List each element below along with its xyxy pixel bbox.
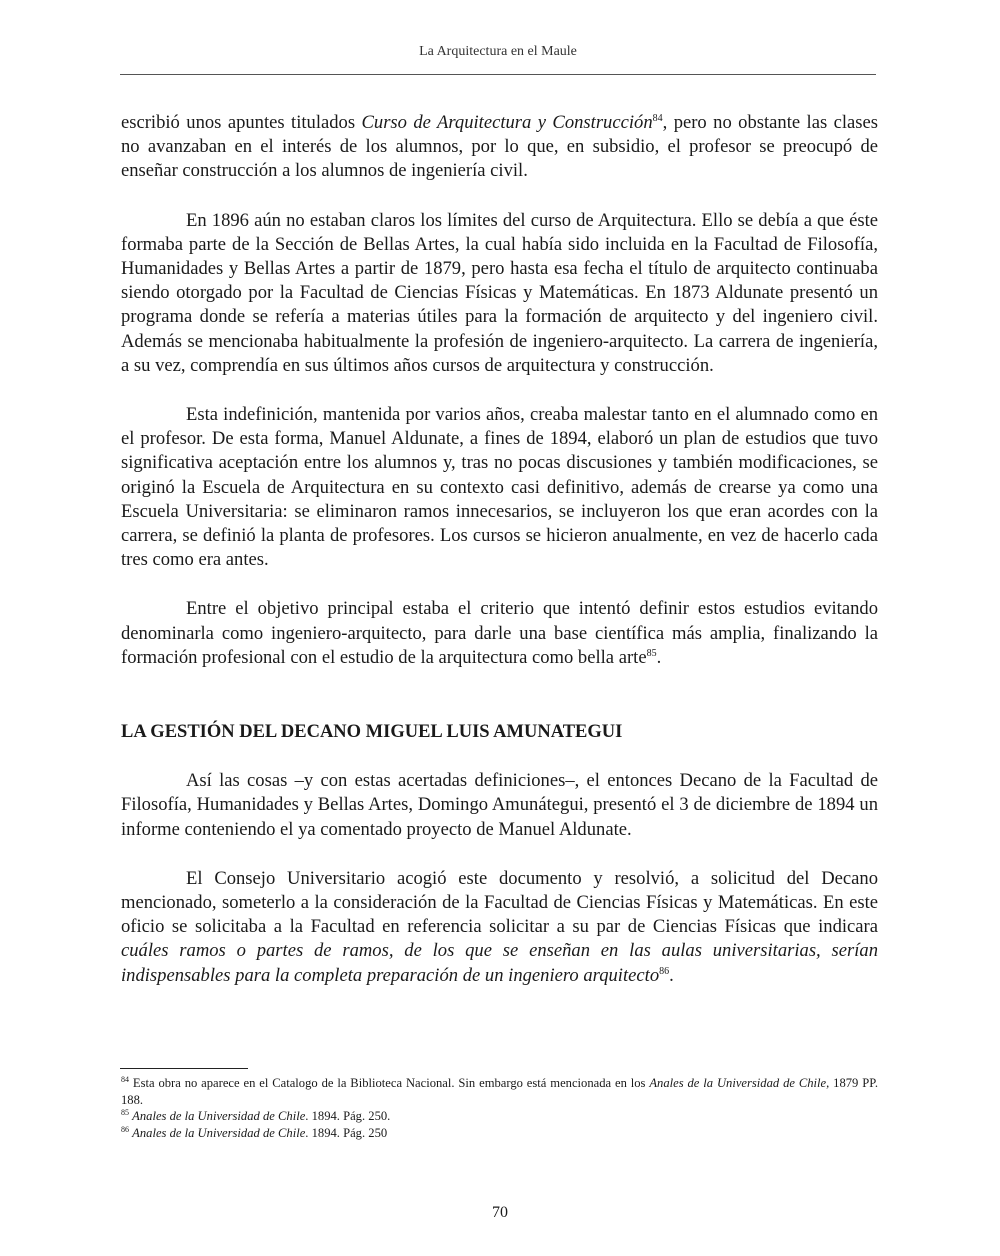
- paragraph-3: Esta indefinición, mantenida por varios años, creaba malestar tanto en el alumnado como en el profesor. De esta forma, Manuel Aldunate, a fines de 1894, elaboró un plan de estudios que tuvo significativa aceptación entre los alumnos y, tras no pocas discusiones y también modificaciones, se originó la Escuela de Arquitectura en su contexto casi definitivo, además de crearse ya como una Escuela Universitaria: se eliminaron ramos innecesarios, se incluyeron los que eran acordes con la carrera, se definió la planta de profesores. Los cursos se hicieron anualmente, en vez de hacerlo cada tres como era antes.: [121, 404, 878, 571]
- footnotes: [121, 1075, 878, 1141]
- footnote-85-text: . 1894. Pág. 250.: [305, 1109, 391, 1123]
- footnote-84: [121, 1075, 878, 1108]
- footnote-85-number: 85: [121, 1107, 129, 1117]
- paragraph-4-text-b: .: [656, 646, 662, 668]
- footnote-84-text-a: Esta obra no aparece en el Catalogo de la Biblioteca Nacional. Sin embargo está mencionada en los: [129, 1076, 650, 1090]
- page-number: 70: [492, 1204, 508, 1221]
- paragraph-1: [121, 111, 878, 184]
- paragraph-6-quote: cuáles ramos o partes de ramos, de los que se enseñan en las aulas universitarias, serían indispensables para la completa preparación de un ingeniero arquitecto: [121, 940, 878, 986]
- paragraph-6-text-a: El Consejo Universitario acogió este documento y resolvió, a solicitud del Decano mencionado, someterlo a la consideración de la Facultad de Ciencias Físicas y Matemáticas. En este oficio se solicitaba a la Facultad en referencia solicitar a su par de Ciencias Físicas que indicara: [121, 867, 878, 938]
- footnote-86-number: 86: [121, 1124, 129, 1134]
- header-rule: [120, 74, 876, 75]
- section-heading: LA GESTIÓN DEL DECANO MIGUEL LUIS AMUNATEGUI: [121, 722, 623, 743]
- paragraph-6: [121, 867, 878, 988]
- footnote-84-number: 84: [121, 1074, 129, 1084]
- footnote-ref-86[interactable]: 86: [659, 965, 670, 977]
- footnote-84-text-b: 1879 PP. 188.: [121, 1076, 878, 1107]
- footnote-ref-84[interactable]: 84: [652, 112, 663, 124]
- paragraph-1-text-b: , pero no obstante las clases no avanzaban en el interés de los alumnos, por lo que, en subsidio, el profesor se preocupó de enseñar construcción a los alumnos de ingeniería civil.: [121, 112, 878, 182]
- paragraph-5: Así las cosas –y con estas acertadas definiciones–, el entonces Decano de la Facultad de Filosofía, Humanidades y Bellas Artes, Domingo Amunátegui, presentó el 3 de diciembre de 1894 un informe conteniendo el ya comentado proyecto de Manuel Aldunate.: [121, 770, 878, 840]
- paragraph-4: [121, 597, 878, 670]
- footnote-rule: [120, 1068, 248, 1069]
- footnote-84-source: Anales de la Universidad de Chile,: [649, 1076, 830, 1090]
- footnote-86-source: Anales de la Universidad de Chile: [132, 1125, 306, 1140]
- running-header: La Arquitectura en el Maule: [419, 44, 577, 59]
- footnote-85-source: Anales de la Universidad de Chile: [132, 1109, 306, 1123]
- paragraph-1-book-title: Curso de Arquitectura y Construcción: [361, 112, 653, 133]
- footnote-ref-85[interactable]: 85: [646, 647, 657, 659]
- footnote-86: [121, 1125, 878, 1142]
- paragraph-2: En 1896 aún no estaban claros los límites del curso de Arquitectura. Ello se debía a que éste formaba parte de la Sección de Bellas Artes, la cual había sido incluida en la Facultad de Filosofía, Humanidades y Bellas Artes a partir de 1879, pero hasta esa fecha el título de arquitecto continuaba siendo otorgado por la Facultad de Ciencias Físicas y Matemáticas. En 1873 Aldunate presentó un programa donde se refería a materias útiles para la formación de arquitecto y del ingeniero civil. Además se mencionaba habitualmente la profesión de ingeniero-arquitecto. La carrera de ingeniería, a su vez, comprendía en sus últimos años cursos de arquitectura y construcción.: [121, 209, 878, 376]
- paragraph-4-text-a: Entre el objetivo principal estaba el criterio que intentó definir estos estudios evitando denominarla como ingeniero-arquitecto, para darle una base científica más amplia, finalizando la formación profesional con el estudio de la arquitectura como bella arte: [121, 598, 878, 668]
- footnote-86-text: . 1894. Pág. 250: [305, 1125, 388, 1140]
- body-text: [121, 111, 878, 1013]
- paragraph-1-text-a: escribió unos apuntes titulados: [121, 112, 362, 133]
- paragraph-6-text-b: .: [669, 964, 674, 986]
- footnote-85: [121, 1108, 878, 1125]
